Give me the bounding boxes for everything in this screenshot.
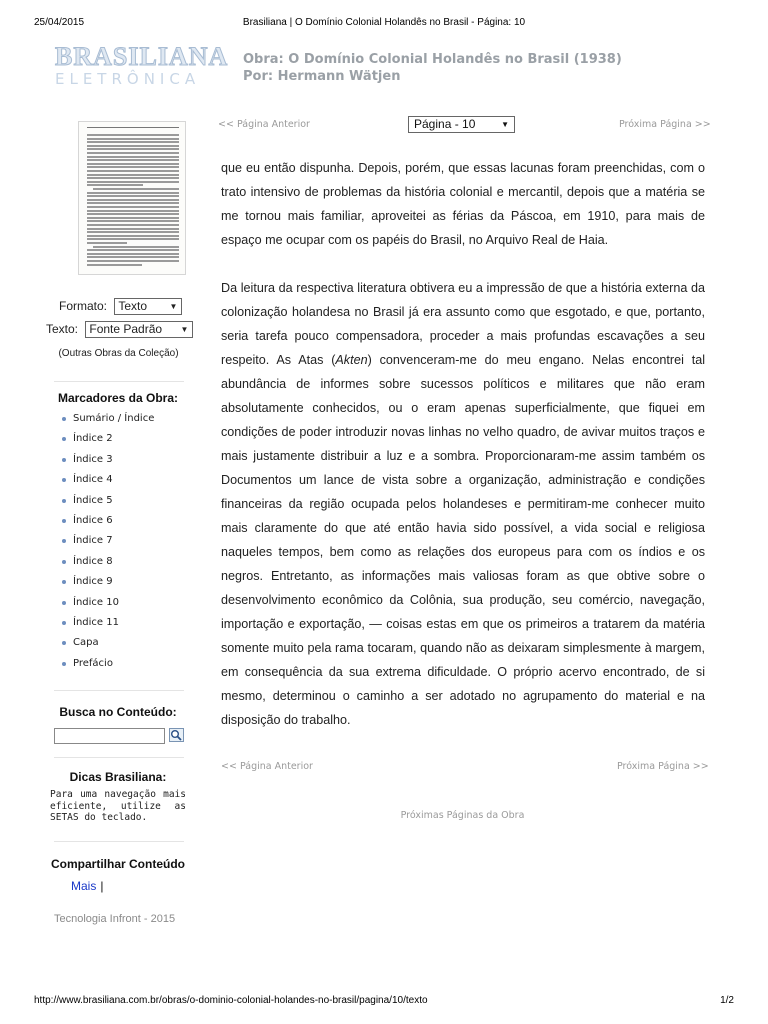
bullet-icon: [62, 458, 66, 462]
magnifier-icon: [169, 728, 184, 742]
thumbnail-text-line: [87, 159, 179, 161]
next-pages-link[interactable]: Próximas Páginas da Obra: [400, 810, 525, 821]
bookmark-item[interactable]: [62, 431, 154, 451]
bookmark-label: Índice 8: [73, 555, 113, 567]
thumbnail-text-line: [87, 156, 179, 158]
bookmark-item[interactable]: [62, 615, 154, 635]
bookmark-item[interactable]: [62, 493, 154, 513]
thumbnail-text-line: [87, 256, 179, 258]
bullet-icon: [62, 519, 66, 523]
format-select-value: Texto: [118, 299, 148, 313]
thumbnail-text-line: [87, 141, 179, 143]
text-label: Texto:: [46, 321, 79, 336]
page-content: [221, 156, 705, 756]
bookmark-label: Prefácio: [73, 657, 113, 669]
bookmark-label: Índice 6: [73, 514, 113, 526]
thumbnail-text-line: [87, 145, 179, 147]
thumbnail-text-line: [87, 152, 179, 154]
bookmark-label: Índice 7: [73, 535, 113, 547]
text-font-select-value: Fonte Padrão: [89, 322, 163, 336]
bookmark-label: Índice 10: [73, 596, 119, 608]
bullet-icon: [62, 437, 66, 441]
bookmark-item[interactable]: [62, 574, 154, 594]
bookmarks-heading: Marcadores da Obra:: [57, 391, 179, 405]
bookmark-item[interactable]: [62, 635, 154, 655]
bookmark-item[interactable]: [62, 595, 154, 615]
thumbnail-text-line: [87, 202, 179, 204]
tips-heading: Dicas Brasiliana:: [69, 770, 167, 784]
thumbnail-text-line: [87, 213, 179, 215]
search-input[interactable]: [54, 728, 165, 744]
bookmark-label: Índice 3: [73, 453, 113, 465]
chevron-down-icon: ▼: [501, 120, 509, 129]
page-select-value: Página - 10: [414, 117, 476, 131]
sidebar-divider: [54, 757, 184, 758]
thumbnail-text-line: [87, 148, 179, 150]
tips-text: Para uma navegação mais eficiente, utilize as SETAS do teclado.: [50, 789, 186, 823]
thumbnail-text-line: [87, 195, 179, 197]
work-author: Por: Hermann Wätjen: [243, 69, 401, 84]
bullet-icon: [62, 662, 66, 666]
chevron-down-icon: ▼: [169, 302, 178, 311]
thumbnail-text-line: [87, 206, 179, 208]
search-button[interactable]: [169, 728, 184, 742]
share-heading: Compartilhar Conteúdo: [51, 857, 185, 871]
thumbnail-text-line: [87, 138, 179, 140]
other-works-link[interactable]: (Outras Obras da Coleção): [58, 348, 179, 359]
work-title: Obra: O Domínio Colonial Holandês no Brasil (1938): [243, 52, 622, 67]
thumbnail-text-line: [87, 220, 179, 222]
thumbnail-text-line: [87, 242, 127, 244]
logo-bottom-text: ELETRÔNICA: [55, 70, 201, 88]
prev-page-link-bottom[interactable]: << Página Anterior: [221, 761, 313, 772]
brasiliana-logo[interactable]: [55, 42, 229, 89]
text-row: [46, 321, 193, 338]
work-heading: [243, 51, 622, 85]
bookmark-label: Índice 2: [73, 433, 113, 445]
thumbnail-text-line: [87, 253, 179, 255]
format-select[interactable]: [114, 298, 182, 315]
bullet-icon: [62, 621, 66, 625]
thumbnail-text-line: [93, 246, 179, 248]
bullet-icon: [62, 478, 66, 482]
bookmark-label: Índice 5: [73, 494, 113, 506]
thumbnail-text-line: [87, 249, 179, 251]
bookmark-item[interactable]: [62, 411, 154, 431]
thumbnail-text-line: [87, 166, 179, 168]
sidebar-divider: [54, 690, 184, 691]
sidebar-divider: [54, 381, 184, 382]
search-heading: Busca no Conteúdo:: [59, 705, 177, 719]
bookmark-label: Índice 4: [73, 474, 113, 486]
thumbnail-text-line: [87, 228, 179, 230]
thumbnail-text-line: [87, 238, 179, 240]
thumbnail-text-line: [87, 163, 179, 165]
bookmark-item[interactable]: [62, 452, 154, 472]
bookmark-label: Índice 11: [73, 616, 119, 628]
share-more-link[interactable]: Mais: [71, 879, 97, 893]
bullet-icon: [62, 499, 66, 503]
thumbnail-text-line: [87, 181, 179, 183]
bookmark-item[interactable]: [62, 656, 154, 676]
logo-top-text: BRASILIANA: [55, 42, 229, 71]
thumbnail-text-line: [87, 224, 179, 226]
page-thumbnail[interactable]: [78, 121, 186, 275]
content-emphasis: Akten: [335, 353, 368, 367]
bookmark-item[interactable]: [62, 554, 154, 574]
share-separator: |: [100, 879, 104, 893]
thumbnail-text-line: [87, 177, 179, 179]
format-label: Formato:: [59, 298, 108, 313]
bookmarks-list: [62, 411, 154, 676]
thumbnail-text-line: [87, 217, 179, 219]
page-select[interactable]: [408, 116, 515, 133]
bookmark-label: Sumário / Índice: [73, 413, 155, 424]
bullet-icon: [62, 580, 66, 584]
thumbnail-text-line: [87, 170, 179, 172]
print-url: http://www.brasiliana.com.br/obras/o-dominio-colonial-holandes-no-brasil/pagina/10/texto: [34, 995, 428, 1006]
thumbnail-text-line: [87, 231, 179, 233]
content-paragraph: que eu então dispunha. Depois, porém, que essas lacunas foram preenchidas, com o trato intensivo de problemas da história colonial e mercantil, depois que a matéria se me tornou mais familiar, aproveitei as férias da Páscoa, em 1910, para mais de espaço me ocupar com os papéis do Brasil, no Arquivo Real de Haia.: [221, 161, 705, 247]
print-date: 25/04/2015: [34, 17, 85, 28]
bullet-icon: [62, 601, 66, 605]
bookmark-label: Capa: [73, 637, 99, 649]
content-text: ) convenceram-me do meu engano. Nelas encontrei tal abundância de informes sobre sucessos políticos e militares que não eram absolutamente conhecidos, ou o eram apenas superficialmente, que fiquei em condições de poder introduzir novas linhas no velho quadro, de avivar muitos traços e mais justamente distribuir a luz e a sombra. Proporcionaram-me assim também os Documentos um lance de vista sobre a organização, administração e condições financeiras da região ocupada pelos holandeses e permitiram-me conhecer muito mais claramente do que até então havia sido possível, a vida social e religiosa naqueles tempos, bem como as relações dos europeus para com os índios e os negros. Entretanto, as informações mais valiosas foram as que obtive sobre o desenvolvimento econômico da Colônia, sua produção, seu comércio, navegação, importação e exportação, — coisas estas em que os primeiros a tratarem da matéria somente muito pela rama tocaram, quando não as deixaram simplesmente à margem, em consequência da sua extrema dificuldade. O próprio acervo encontrado, de si mesmo, determinou o caminho a ser adotado no agrupamento do material e na disposição do trabalho.: [221, 353, 705, 727]
bookmark-item[interactable]: [62, 513, 154, 533]
thumbnail-text-line: [87, 192, 179, 194]
thumbnail-text-line: [87, 235, 179, 237]
thumbnail-header-rule: [87, 127, 179, 130]
sidebar-divider: [54, 841, 184, 842]
next-page-link-top[interactable]: Próxima Página >>: [619, 119, 711, 130]
content-text: Da leitura da respectiva literatura obtivera eu a impressão de que a história externa da colonização holandesa no Brasil já era assunto como que esgotado, e que, portanto, seria tarefa pouco compensadora, proceder a mais profundas escavações a seu respeito. As Atas (: [221, 281, 705, 367]
format-row: [59, 298, 182, 315]
share-links: [71, 879, 103, 893]
thumbnail-text-line: [87, 210, 179, 212]
thumbnail-text-line: [93, 188, 179, 190]
bookmark-item[interactable]: [62, 472, 154, 492]
chevron-down-icon: ▼: [180, 325, 189, 334]
bookmark-label: Índice 9: [73, 576, 113, 588]
bullet-icon: [62, 539, 66, 543]
thumbnail-text-line: [87, 134, 179, 136]
bullet-icon: [62, 417, 66, 421]
bullet-icon: [62, 560, 66, 564]
print-title: Brasiliana | O Domínio Colonial Holandês no Brasil - Página: 10: [242, 17, 526, 28]
thumbnail-text-line: [87, 174, 179, 176]
thumbnail-text-line: [87, 184, 143, 186]
content-paragraph: [221, 276, 705, 732]
bullet-icon: [62, 641, 66, 645]
prev-page-link-top[interactable]: << Página Anterior: [218, 119, 310, 130]
bookmark-item[interactable]: [62, 533, 154, 553]
print-header: [0, 17, 768, 31]
next-page-link-bottom[interactable]: Próxima Página >>: [617, 761, 709, 772]
technology-credit: Tecnologia Infront - 2015: [54, 913, 176, 925]
text-font-select[interactable]: [85, 321, 193, 338]
thumbnail-text-line: [87, 199, 179, 201]
thumbnail-text-line: [87, 264, 142, 266]
print-page-number: 1/2: [720, 995, 734, 1006]
thumbnail-text-line: [87, 260, 179, 262]
